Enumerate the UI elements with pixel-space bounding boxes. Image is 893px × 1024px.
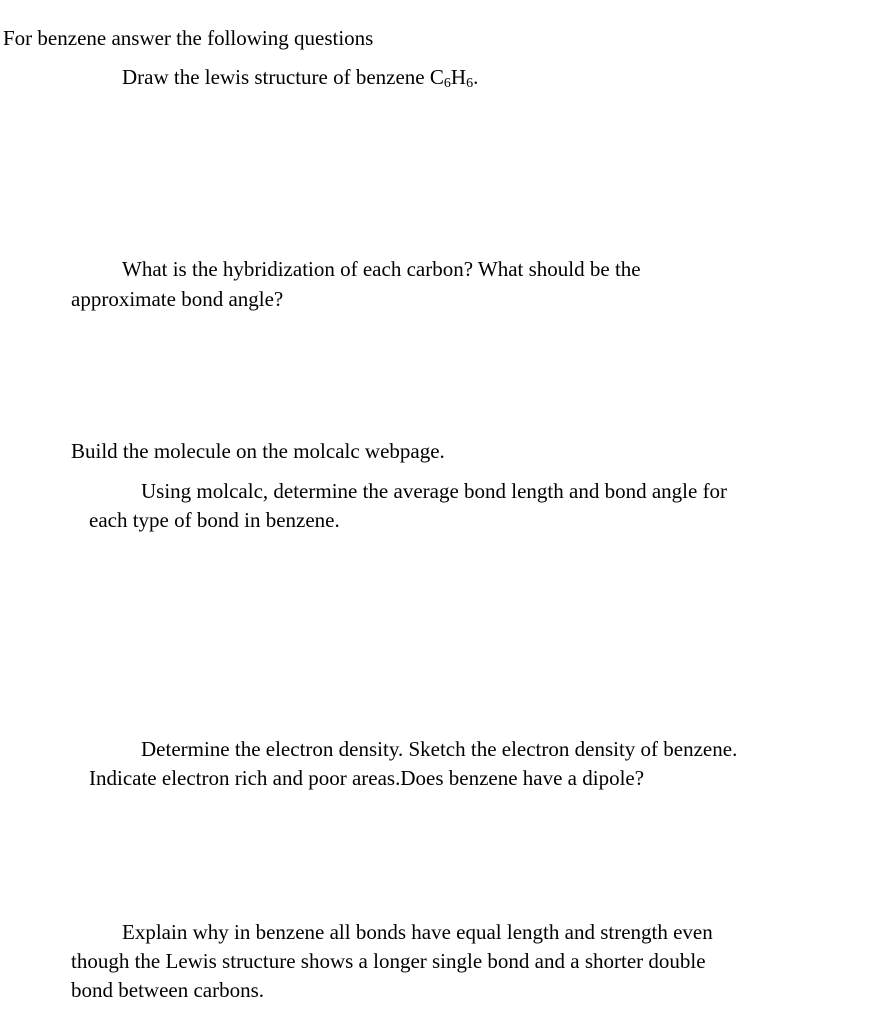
- question-resonance-line3: bond between carbons.: [71, 978, 265, 1002]
- question-lewis-structure: [122, 63, 478, 92]
- question-electron-density-line1: Determine the electron density. Sketch the electron density of benzene.: [141, 737, 738, 761]
- subscript-carbon-count: 6: [443, 76, 451, 91]
- question-bond-length-line2: each type of bond in benzene.: [89, 508, 340, 532]
- question-hybridization-line2: approximate bond angle?: [71, 287, 284, 311]
- subscript-hydrogen-count: 6: [466, 76, 474, 91]
- intro-text: For benzene answer the following questions: [3, 26, 374, 50]
- question-bond-length-line1: Using molcalc, determine the average bond length and bond angle for: [141, 479, 728, 503]
- question-hybridization-line1: What is the hybridization of each carbon? What should be the: [122, 257, 641, 281]
- question-lewis-text: Draw the lewis structure of benzene C: [122, 65, 444, 89]
- question-resonance-line2: though the Lewis structure shows a longer single bond and a shorter double: [71, 949, 706, 973]
- question-electron-density-line2: Indicate electron rich and poor areas.Does benzene have a dipole?: [89, 766, 645, 790]
- build-molecule-heading: Build the molecule on the molcalc webpage.: [71, 439, 445, 463]
- hydrogen-symbol: H: [450, 65, 467, 89]
- question-resonance-line1: Explain why in benzene all bonds have equal length and strength even: [122, 920, 713, 944]
- period: .: [473, 65, 479, 89]
